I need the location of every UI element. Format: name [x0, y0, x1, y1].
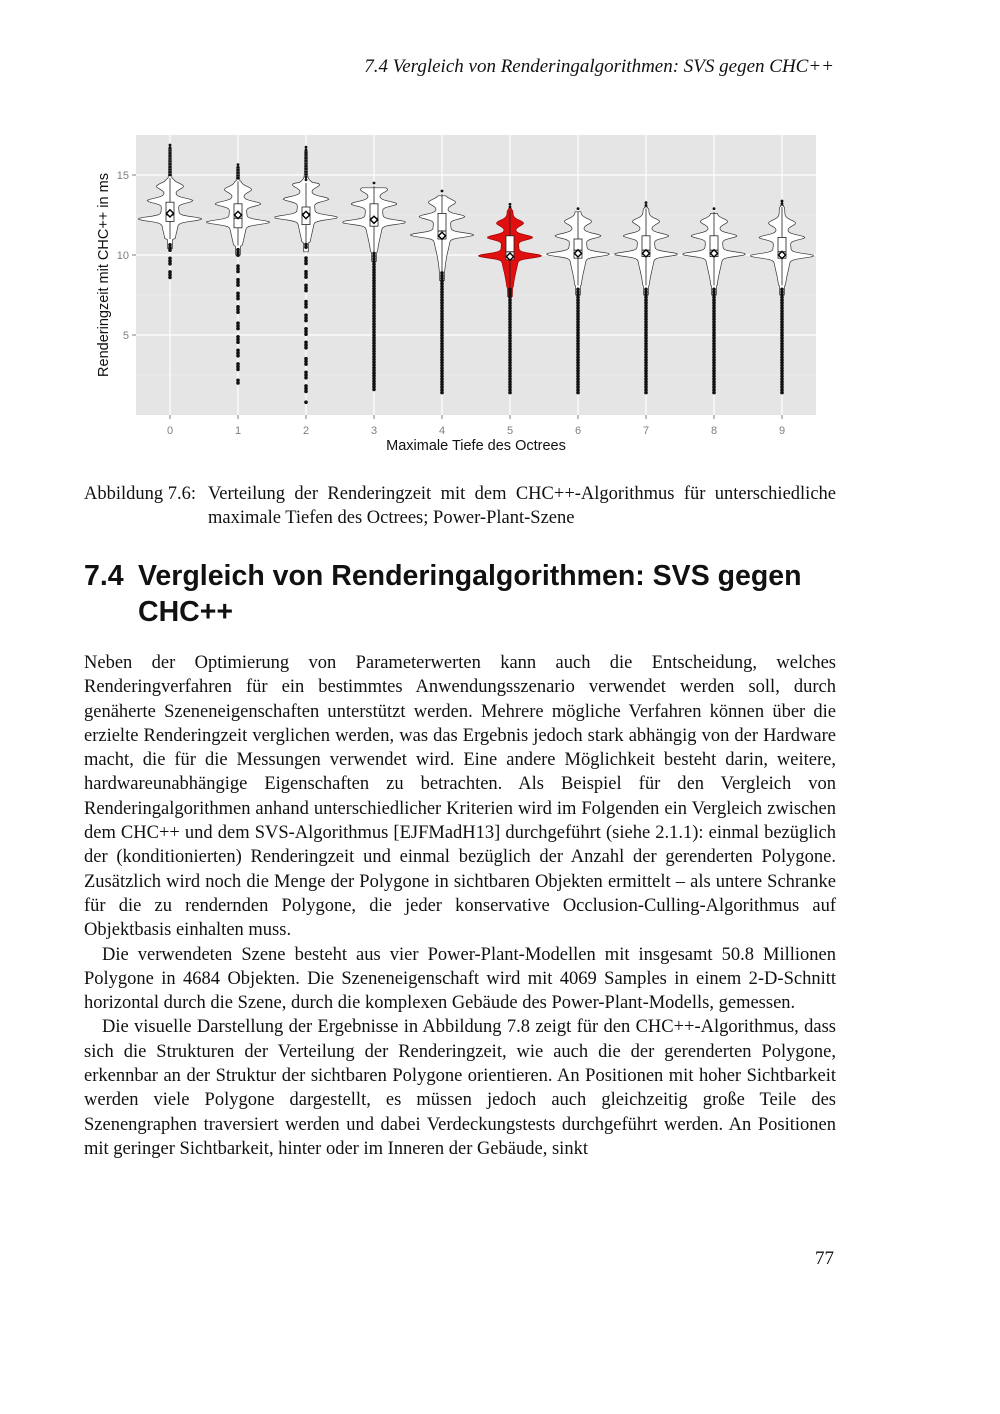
outlier-point — [169, 171, 172, 174]
outlier-point — [645, 204, 648, 207]
running-header: 7.4 Vergleich von Renderingalgorithmen: SVS gegen CHC++ — [364, 56, 834, 77]
x-tick-label: 2 — [302, 425, 310, 437]
section-number: 7.4 — [84, 560, 124, 592]
outlier-point — [305, 173, 308, 176]
y-tick-label: 5 — [122, 330, 129, 342]
outlier-point — [236, 248, 240, 252]
outlier-point — [236, 335, 240, 339]
paragraph: Die visuelle Darstellung der Ergebnisse in Abbildung 7.8 zeigt für den CHC++-Algorithmus, dass sich die Strukturen der Verteilung der Renderingzeit, wie auch die der gerenderten Polygone, erkennbar an der Struktur der sichtbaren Polygone orientieren. An Positionen mit hoher Sichtbarkeit werden viele Polygone dargestellt, es müssen jedoch auch gleichzeitig große Teile des Szenengraphen traversiert werden und dabei Verdeckungstests durchgeführt werden. An Positionen mit geringer Sichtbarkeit, hinter oder im Inneren der Gebäude, sinkt — [84, 1017, 836, 1159]
x-tick-label: 7 — [642, 425, 650, 437]
outlier-point — [576, 287, 580, 291]
outlier-point — [305, 151, 308, 154]
x-tick-label: 0 — [166, 425, 174, 437]
outlier-point — [169, 168, 172, 171]
x-tick-label: 4 — [438, 425, 446, 437]
y-tick-label: 15 — [116, 170, 129, 182]
outlier-point — [304, 313, 308, 317]
outlier-point — [509, 203, 512, 206]
outlier-point — [304, 400, 308, 404]
x-tick-label: 1 — [234, 425, 242, 437]
section-title: Vergleich von Renderingalgorithmen: SVS gegen CHC++ — [138, 560, 802, 628]
outlier-point — [305, 159, 308, 162]
outlier-point — [237, 169, 240, 172]
outlier-point — [441, 190, 444, 193]
outlier-point — [305, 165, 308, 168]
x-tick-label: 3 — [370, 425, 378, 437]
outlier-point — [169, 163, 172, 166]
outlier-point — [237, 174, 240, 177]
outlier-point — [781, 200, 784, 203]
outlier-point — [305, 146, 308, 149]
outlier-point — [237, 177, 240, 180]
outlier-point — [577, 207, 580, 210]
outlier-point — [304, 270, 308, 274]
x-axis-label: Maximale Tiefe des Octrees — [386, 438, 566, 454]
outlier-point — [645, 201, 648, 204]
outlier-point — [304, 300, 308, 304]
x-tick-label: 9 — [778, 425, 786, 437]
outlier-point — [237, 163, 240, 166]
y-tick-label: 10 — [116, 250, 129, 262]
outlier-point — [305, 168, 308, 171]
outlier-point — [237, 166, 240, 169]
outlier-point — [304, 370, 308, 374]
outlier-point — [305, 178, 308, 181]
outlier-point — [304, 341, 308, 345]
outlier-point — [169, 144, 172, 147]
outlier-point — [304, 243, 308, 247]
outlier-point — [168, 243, 172, 247]
outlier-point — [169, 149, 172, 152]
outlier-point — [372, 252, 376, 256]
violin-chart-figure — [84, 130, 824, 460]
outlier-point — [236, 321, 240, 325]
outlier-point — [236, 362, 240, 366]
paragraph: Die verwendeten Szene besteht aus vier Power-Plant-Modellen mit insgesamt 50.8 Millionen Polygone in 4684 Objekten. Die Szeneneigenschaft wird mit 4069 Samples in einem 2-D-Schnitt horizontal durch die Szene, durch die komplexen Gebäude des Power-Plant-Modells, gemessen. — [84, 944, 836, 1014]
outlier-point — [712, 287, 716, 291]
outlier-point — [373, 182, 376, 185]
outlier-point — [305, 154, 308, 157]
outlier-point — [304, 327, 308, 331]
outlier-point — [509, 206, 512, 209]
outlier-point — [169, 155, 172, 158]
outlier-point — [237, 171, 240, 174]
x-tick-label: 5 — [506, 425, 514, 437]
page-number: 77 — [815, 1248, 834, 1269]
outlier-point — [304, 256, 308, 260]
caption-text: Verteilung der Renderingzeit mit dem CHC++-Algorithmus für unterschiedliche maximale Tiefen des Octrees; Power-Plant-Szene — [208, 484, 836, 528]
x-tick-label: 6 — [574, 425, 582, 437]
figure-caption — [84, 482, 836, 530]
outlier-point — [305, 162, 308, 165]
outlier-point — [236, 291, 240, 295]
outlier-point — [304, 357, 308, 361]
outlier-point — [236, 264, 240, 268]
outlier-point — [305, 157, 308, 160]
outlier-point — [440, 271, 444, 275]
outlier-point — [168, 270, 172, 274]
outlier-point — [644, 287, 648, 291]
outlier-point — [169, 152, 172, 155]
caption-label: Abbildung 7.6: — [84, 484, 197, 504]
outlier-point — [236, 349, 240, 353]
x-tick-label: 8 — [710, 425, 718, 437]
violin-chart — [84, 130, 824, 460]
outlier-point — [169, 146, 172, 149]
y-axis-label: Renderingzeit mit CHC++ in ms — [96, 173, 112, 377]
outlier-point — [780, 287, 784, 291]
body-text — [84, 651, 836, 1161]
outlier-point — [304, 283, 308, 287]
paragraph: Neben der Optimierung von Parameterwerten kann auch die Entscheidung, welches Renderingverfahren für ein bestimmtes Anwendungsszenario verwendet werden soll, durch genäherte Szeneneigenschaften unterstützt werden. Mehrere mögliche Verfahren können über die erzielte Renderingzeit verglichen werden, was das Ergebnis jedoch stark abhängig von der Hardware macht, die für die Messungen verwendet wird. Eine andere Möglichkeit besteht darin, weitere, hardwareunabhängige Eigenschaften zu betrachten. Als Beispiel für den Vergleich von Renderingalgorithmen anhand unterschiedlicher Kriterien wird im Folgenden ein Vergleich zwischen dem CHC++ und dem SVS-Algorithmus [EJFMadH13] durchgeführt (siehe 2.1.1): einmal bezüglich der (konditionierten) Renderingzeit und einmal bezüglich der Anzahl der gerenderten Polygone. Zusätzlich wird noch die Menge der Polygone in sichtbaren Objekten ermittelt – als untere Schranke für die zu rendernden Polygone, die jeder konservative Occlusion-Culling-Algorithmus auf Objektbasis einhalten muss. — [84, 653, 836, 941]
outlier-point — [304, 384, 308, 388]
outlier-point — [713, 207, 716, 210]
outlier-point — [169, 165, 172, 168]
outlier-point — [305, 148, 308, 151]
outlier-point — [508, 287, 512, 291]
outlier-point — [236, 305, 240, 309]
outlier-point — [236, 378, 240, 382]
outlier-point — [169, 174, 172, 177]
outlier-point — [169, 157, 172, 160]
outlier-point — [305, 170, 308, 173]
outlier-point — [169, 160, 172, 163]
outlier-point — [305, 176, 308, 179]
outlier-point — [236, 278, 240, 282]
outlier-point — [781, 202, 784, 205]
section-heading — [84, 558, 844, 630]
outlier-point — [168, 257, 172, 261]
